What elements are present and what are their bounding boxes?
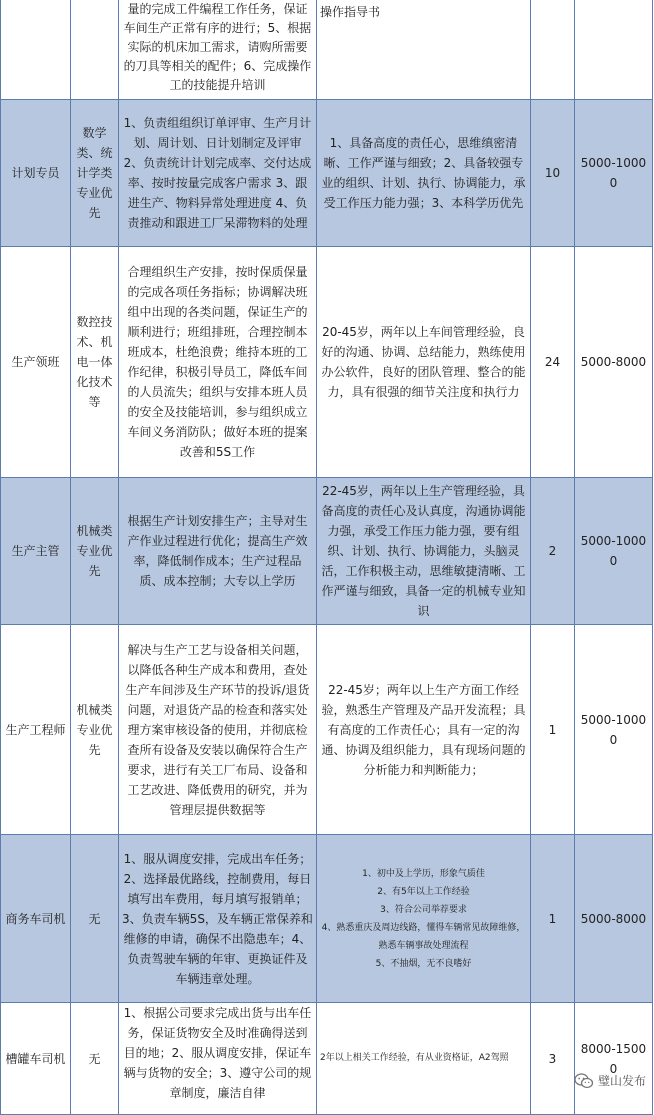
requirements-cell: 1、具备高度的责任心，思维缜密清晰、工作严谨与细致；2、具备较强专业的组织、计划、执行、协调能力，承受工作压力能力强；3、本科学历优先 (317, 100, 531, 247)
major-cell: 机械类专业优先 (71, 478, 119, 625)
duties-cell: 1、负责组组织订单评审、生产月计划、周计划、日计划制定及评审 2、负责统计计划完成率、交付达成率、按时按量完成客户需求 3、跟进生产、物料异常处理进度 4、负责推动和跟进工厂呆滞物料的处理 (119, 100, 317, 247)
watermark (574, 1072, 646, 1089)
requirements-cell: 20-45岁，两年以上车间管理经验，良好的沟通、协调、总结能力，熟练使用办公软件，良好的团队管理、整合的能力，具有很强的细节关注度和执行力 (317, 247, 531, 478)
requirement-item: 2、有5年以上工作经验 (377, 886, 470, 897)
table-row (1, 478, 653, 625)
count-cell: 2 (531, 478, 575, 625)
count-cell: 10 (531, 100, 575, 247)
salary-cell: 5000-10000 (575, 478, 653, 625)
requirements-cell: 22-45岁，两年以上生产管理经验，具备高度的责任心及认真度，沟通协调能力强，承受工作压力能力强，要有组织、计划、执行、协调能力，头脑灵活，工作积极主动，思维敏捷清晰、工作严谨与细致，具备一定的机械专业知识 (317, 478, 531, 625)
salary-cell: 5000-10000 (575, 625, 653, 835)
table-row (1, 1003, 653, 1115)
requirements-cell (317, 835, 531, 1003)
requirement-item: 3、符合公司举荐要求 (380, 904, 467, 915)
major-cell: 无 (71, 835, 119, 1003)
salary-cell (575, 0, 653, 100)
count-cell: 3 (531, 1003, 575, 1115)
count-cell: 1 (531, 625, 575, 835)
salary-cell: 8000-15000 (575, 1003, 653, 1115)
requirements-cell: 操作指导书 (317, 0, 531, 100)
salary-cell: 5000-10000 (575, 100, 653, 247)
major-cell (71, 0, 119, 100)
count-cell: 1 (531, 835, 575, 1003)
count-cell (531, 0, 575, 100)
position-cell: 生产工程师 (1, 625, 71, 835)
position-cell (1, 0, 71, 100)
salary-cell: 5000-8000 (575, 835, 653, 1003)
wechat-icon (574, 1073, 594, 1089)
position-cell: 商务车司机 (1, 835, 71, 1003)
major-cell: 数学类、统计学类专业优先 (71, 100, 119, 247)
major-cell: 机械类专业优先 (71, 625, 119, 835)
table-row (1, 625, 653, 835)
duties-cell: 解决与生产工艺与设备相关问题，以降低各种生产成本和费用，查处生产车间涉及生产环节的投诉/退货问题，对退货产品的检查和落实处理方案审核设备的使用，并彻底检查所有设备及安装以确保符合生产要求，进行有关工厂布局、设备和工艺改进、降低费用的研究，并为管理层提供数据等 (119, 625, 317, 835)
position-cell: 槽罐车司机 (1, 1003, 71, 1115)
duties-cell: 合理组织生产安排，按时保质保量的完成各项任务指标；协调解决班组中出现的各类问题，保证生产的顺利进行；班组排班，合理控制本班成本，杜绝浪费；维持本班的工作纪律，积极引导员工，降低车间的人员流失；组织与安排本班人员的安全及技能培训，参与组织成立车间义务消防队；做好本班的提案改善和5S工作 (119, 247, 317, 478)
duties-cell: 1、服从调度安排，完成出车任务；2、选择最优路线，控制费用，每日填写出车费用，每月填写报销单；3、负责车辆5S，及车辆正常保养和维修的申请，确保不出隐患车；4、负责驾驶车辆的年审、更换证件及车辆违章处理。 (119, 835, 317, 1003)
requirements-cell: 2年以上相关工作经验，有从业资格证，A2驾照 (317, 1003, 531, 1115)
table-row (1, 247, 653, 478)
requirement-item: 4、熟悉重庆及周边线路，懂得车辆常见故障维修，熟悉车辆事故处理流程 (321, 922, 526, 951)
count-cell: 24 (531, 247, 575, 478)
requirement-item: 1、初中及上学历，形象气质佳 (362, 868, 485, 879)
requirements-cell: 22-45岁；两年以上生产方面工作经验，熟悉生产管理及产品开发流程；具有高度的工作责任心；具有一定的沟通、协调及组织能力，具有现场问题的分析能力和判断能力； (317, 625, 531, 835)
duties-cell: 根据生产计划安排生产；主导对生产作业过程进行优化；提高生产效率，降低制作成本；生产过程品质、成本控制；大专以上学历 (119, 478, 317, 625)
position-cell: 生产主管 (1, 478, 71, 625)
watermark-text: 璧山发布 (597, 1074, 646, 1088)
duties-cell: 量的完成工件编程工作任务，保证车间生产正常有序的进行；5、根据实际的机床加工需求，请购所需要的刀具等相关的配件；6、完成操作工的技能提升培训 (119, 0, 317, 100)
table-row (1, 0, 653, 100)
position-cell: 生产领班 (1, 247, 71, 478)
position-cell: 计划专员 (1, 100, 71, 247)
duties-cell: 1、根据公司要求完成出货与出车任务，保证货物安全及时准确得送到目的地；2、服从调度安排，保证车辆与货物的安全；3、遵守公司的规章制度，廉洁自律 (119, 1003, 317, 1115)
table-row (1, 835, 653, 1003)
major-cell: 无 (71, 1003, 119, 1115)
table-row (1, 100, 653, 247)
major-cell: 数控技术、机电一体化技术等 (71, 247, 119, 478)
salary-cell: 5000-8000 (575, 247, 653, 478)
requirement-item: 5、不抽烟，无不良嗜好 (375, 958, 472, 969)
